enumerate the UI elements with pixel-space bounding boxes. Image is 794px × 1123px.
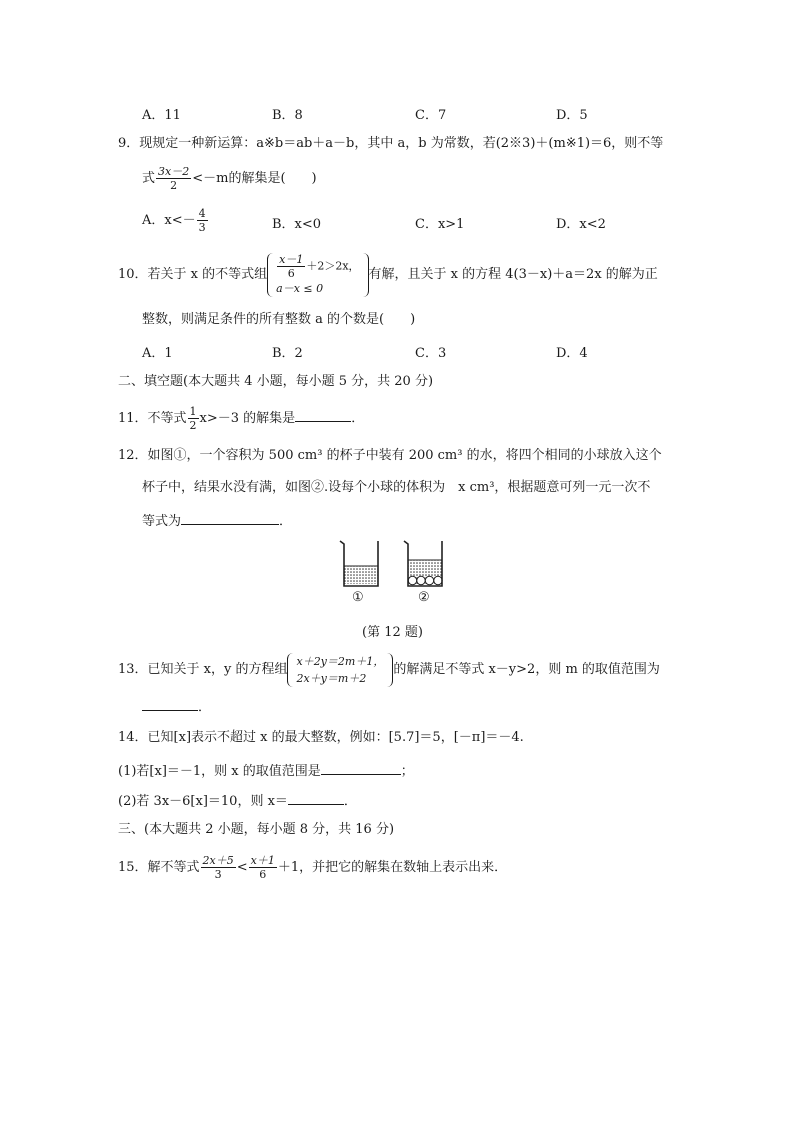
q13-line2-end: ． <box>198 700 212 715</box>
q8-option-b: B．8 <box>272 108 303 123</box>
q14-sub2-pre: (2)若 3x－6[x]＝10，则 x＝ <box>118 794 288 809</box>
q9-line2 <box>142 162 317 196</box>
q13-row1: x＋2y＝2m＋1， <box>296 654 385 668</box>
q11-frac-den: 2 <box>189 419 197 432</box>
q13-row2: 2x＋y＝m＋2 <box>296 671 367 685</box>
q13-left-brace <box>287 653 294 687</box>
q14-sub1 <box>118 760 414 782</box>
q12-answer-blank[interactable] <box>181 510 279 525</box>
q9-option-d: D．x<2 <box>556 217 606 232</box>
q10-row1 <box>276 253 359 280</box>
q9-option-b: B．x<0 <box>272 217 322 232</box>
q14-sub2-end: ． <box>343 794 357 809</box>
q10-option-d: D．4 <box>556 346 588 361</box>
q13-equation-system <box>287 653 393 687</box>
q11-frac-num: 1 <box>189 405 197 418</box>
section2-heading: 二、填空题(本大题共 4 小题，每小题 5 分，共 20 分) <box>118 374 434 389</box>
q12-line3-end: ． <box>279 514 293 529</box>
q10-option-a: A．1 <box>142 346 173 361</box>
q14-sub1-blank[interactable] <box>321 760 401 775</box>
q9-fraction <box>156 165 191 192</box>
q8-option-c: C．7 <box>415 108 447 123</box>
section3-heading: 三、(本大题共 2 小题，每小题 8 分，共 16 分) <box>118 822 395 837</box>
q14-sub2-blank[interactable] <box>288 790 344 805</box>
q9-frac-num: 3x－2 <box>158 165 190 178</box>
q13-line1 <box>118 648 660 692</box>
q9-line1: 9．现规定一种新运算：a※b＝ab＋a－b，其中 a，b 为常数，若(2※3)＋(m※1)＝6，则不等 <box>118 136 664 151</box>
q13-answer-blank[interactable] <box>142 696 198 711</box>
q9-frac-den: 2 <box>170 179 178 192</box>
q15-line <box>118 850 507 886</box>
q9-option-a-pre: A．x<－ <box>142 213 196 228</box>
q13-system-rows <box>296 653 384 687</box>
ball-icon <box>417 576 425 584</box>
q15-pre: 15．解不等式 <box>118 860 200 875</box>
cup-1 <box>340 541 378 586</box>
q10-row1-post: ＋2＞2x， <box>306 259 360 272</box>
q12-line3-pre: 等式为 <box>142 514 182 529</box>
q11-fraction <box>188 405 199 432</box>
q12-figure <box>338 538 458 608</box>
q15-post: ＋1，并把它的解集在数轴上表示出来． <box>277 860 508 875</box>
q10-row1-num: x－1 <box>279 252 304 266</box>
q10-pre: 10．若关于 x 的不等式组 <box>118 267 268 282</box>
q15-f2-num: x＋1 <box>250 854 275 867</box>
q15-f1-num: 2x＋5 <box>202 854 234 867</box>
q8-option-a: A．11 <box>142 108 181 123</box>
q10-post: 有解，且关于 x 的方程 4(3－x)＋a＝2x 的解为正 <box>368 267 658 282</box>
q10-option-c: C．3 <box>415 346 447 361</box>
q13-post: 的解满足不等式 x－y>2，则 m 的取值范围为 <box>393 662 660 677</box>
q14-line1: 14．已知[x]表示不超过 x 的最大整数，例如：[5.7]＝5，[－π]＝－4. <box>118 730 524 745</box>
ball-icon <box>434 576 442 584</box>
q10-row1-frac <box>277 253 305 280</box>
q11-answer-blank[interactable] <box>295 407 351 422</box>
q15-f1-den: 3 <box>214 868 222 881</box>
q11-pre: 11．不等式 <box>118 411 187 426</box>
q9-option-a-frac <box>197 207 208 234</box>
cup-2 <box>404 541 442 586</box>
q12-cups-svg <box>338 538 458 590</box>
q15-f2-den: 6 <box>259 868 267 881</box>
q10-left-brace <box>267 253 274 297</box>
q9-option-a <box>142 204 209 238</box>
q12-line3 <box>142 510 292 532</box>
ball-icon <box>408 576 416 584</box>
q13-pre: 13．已知关于 x，y 的方程组 <box>118 662 288 677</box>
q10-inequality-system <box>267 253 368 297</box>
q10-right-brace <box>362 253 369 297</box>
q11-post: x>－3 的解集是 <box>199 411 296 426</box>
q8-option-d: D．5 <box>556 108 588 123</box>
q12-caption: (第 12 题) <box>362 625 423 640</box>
q10-system-rows <box>276 253 359 297</box>
q14-sub1-pre: (1)若[x]＝－1，则 x 的取值范围是 <box>118 764 321 779</box>
q10-option-b: B．2 <box>272 346 303 361</box>
q9-line2-pre: 式 <box>142 171 156 186</box>
q9-option-a-num: 4 <box>198 207 206 220</box>
q10-line2: 整数，则满足条件的所有整数 a 的个数是( ) <box>142 312 416 327</box>
q12-fig1-label: ① <box>352 590 364 605</box>
q9-option-a-den: 3 <box>198 221 206 234</box>
q10-row2: a－x ≤ 0 <box>276 281 324 295</box>
q11-line <box>118 402 364 436</box>
q10-row1-den: 6 <box>287 266 295 280</box>
q14-sub2 <box>118 790 357 812</box>
q15-fraction-1 <box>201 854 236 881</box>
q9-line2-post: <－m的解集是( ) <box>192 171 317 186</box>
q11-end: ． <box>351 411 365 426</box>
q9-option-c: C．x>1 <box>415 217 465 232</box>
q10-line1 <box>118 248 658 302</box>
q12-line2: 杯子中，结果水没有满，如图②.设每个小球的体积为 x cm³，根据题意可列一元一次不 <box>142 480 651 495</box>
q15-mid: < <box>236 860 248 875</box>
q12-fig2-label: ② <box>418 590 430 605</box>
q15-fraction-2 <box>249 854 277 881</box>
ball-icon <box>425 576 433 584</box>
q14-sub1-end: ； <box>400 764 414 779</box>
q13-line2 <box>142 696 211 718</box>
q12-line1: 12．如图①，一个容积为 500 cm³ 的杯子中装有 200 cm³ 的水，将四个相同的小球放入这个 <box>118 448 662 463</box>
